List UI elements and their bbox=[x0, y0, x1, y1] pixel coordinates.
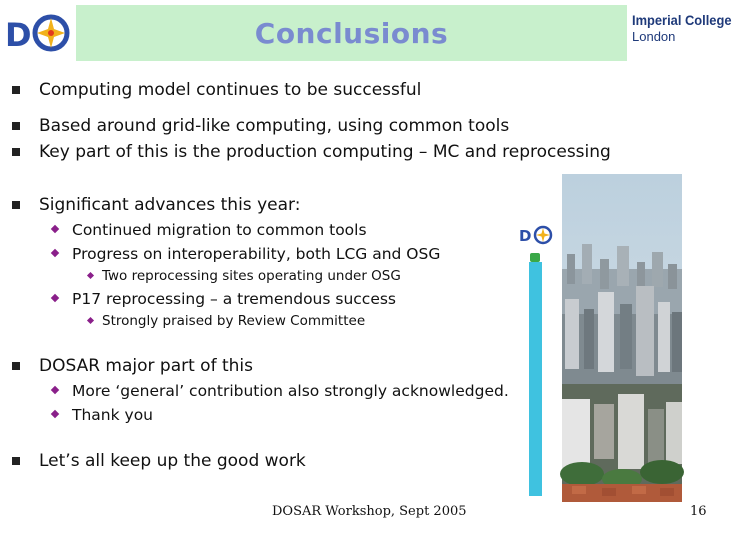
bar-cap bbox=[530, 253, 540, 262]
sub-sub-bullet-text: Strongly praised by Review Committee bbox=[102, 313, 366, 329]
diamond-bullet-icon bbox=[51, 294, 59, 302]
logo-line2: London bbox=[632, 29, 676, 44]
bullet-text: Based around grid-like computing, using common tools bbox=[39, 116, 510, 136]
bullet-text: DOSAR major part of this bbox=[39, 356, 253, 376]
footer-text: DOSAR Workshop, Sept 2005 bbox=[272, 504, 467, 519]
decorative-bar bbox=[529, 262, 542, 496]
d0-logo bbox=[3, 14, 73, 52]
svg-text:D: D bbox=[5, 16, 32, 54]
city-photo bbox=[562, 174, 682, 502]
sub-bullet-text: More ‘general’ contribution also strongly acknowledged. bbox=[72, 382, 509, 400]
logo-line1: Imperial College bbox=[632, 12, 732, 28]
sub-bullet-text: Thank you bbox=[72, 406, 153, 424]
sub-bullet-text: P17 reprocessing – a tremendous success bbox=[72, 290, 397, 308]
sub-bullet-text: Progress on interoperability, both LCG and OSG bbox=[72, 245, 441, 263]
square-bullet-icon bbox=[12, 362, 20, 370]
diamond-bullet-icon bbox=[51, 249, 59, 257]
diamond-bullet-icon bbox=[87, 272, 94, 279]
small-d0-logo bbox=[518, 226, 554, 244]
diamond-bullet-icon bbox=[51, 225, 59, 233]
sub-sub-bullet-text: Two reprocessing sites operating under OSG bbox=[102, 268, 401, 284]
bullet-text: Significant advances this year: bbox=[39, 195, 301, 215]
square-bullet-icon bbox=[12, 122, 20, 130]
bullet-text: Key part of this is the production computing – MC and reprocessing bbox=[39, 142, 611, 162]
diamond-bullet-icon bbox=[51, 386, 59, 394]
square-bullet-icon bbox=[12, 457, 20, 465]
page-number: 16 bbox=[690, 504, 707, 519]
page-title: Conclusions bbox=[254, 16, 449, 50]
square-bullet-icon bbox=[12, 201, 20, 209]
svg-text:D: D bbox=[519, 227, 532, 245]
diamond-bullet-icon bbox=[87, 317, 94, 324]
bullet-text: Computing model continues to be successful bbox=[39, 80, 422, 100]
bullet-text: Let’s all keep up the good work bbox=[39, 451, 306, 471]
title-bar bbox=[76, 5, 627, 61]
imperial-college-logo bbox=[632, 12, 732, 50]
square-bullet-icon bbox=[12, 148, 20, 156]
square-bullet-icon bbox=[12, 86, 20, 94]
diamond-bullet-icon bbox=[51, 410, 59, 418]
sub-bullet-text: Continued migration to common tools bbox=[72, 221, 367, 239]
